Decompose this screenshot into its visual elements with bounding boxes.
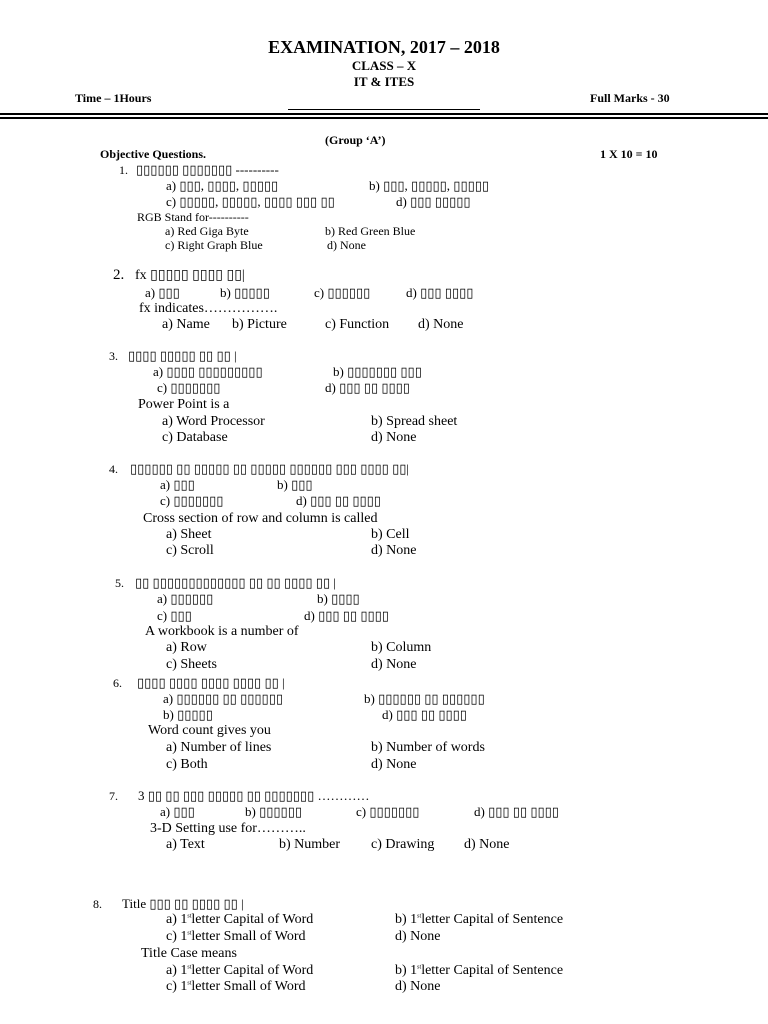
subject-line: IT & ITES (353, 74, 415, 89)
header-divider-bottom (0, 117, 768, 119)
q8-opt-a: a) 1stletter Capital of Word (166, 912, 314, 927)
q4-opt-d-hindi: d) ▯▯▯ ▯▯ ▯▯▯▯ (296, 493, 381, 508)
q6-english: Word count gives you (148, 723, 271, 738)
q4-opt-b: b) Cell (371, 527, 410, 542)
full-marks-label: Full Marks - 30 (590, 91, 670, 105)
q4-opt-a: a) Sheet (166, 527, 212, 542)
q7-opt-a-hindi: a) ▯▯▯ (160, 804, 195, 819)
q2-english: fx indicates……………. (139, 301, 278, 316)
q3-opt-d-hindi: d) ▯▯▯ ▯▯ ▯▯▯▯ (325, 380, 410, 395)
q8-en-opt-a: a) 1stletter Capital of Word (166, 963, 314, 978)
q6-number: 6. (113, 676, 122, 690)
time-label: Time – 1Hours (75, 91, 152, 105)
q6-opt-b-hindi: b) ▯▯▯▯▯▯ ▯▯ ▯▯▯▯▯▯ (364, 691, 485, 706)
q1-opt-d: d) None (327, 238, 366, 252)
q5-opt-c-hindi: c) ▯▯▯ (157, 608, 192, 623)
marks-scheme: 1 X 10 = 10 (600, 147, 658, 161)
q2-hindi: fx ▯▯▯▯▯ ▯▯▯▯ ▯▯| (135, 268, 245, 283)
q7-hindi: 3 ▯▯ ▯▯ ▯▯▯ ▯▯▯▯▯ ▯▯ ▯▯▯▯▯▯▯ ………… (138, 788, 370, 803)
q5-opt-b: b) Column (371, 640, 432, 655)
group-heading: (Group ‘A’) (325, 133, 386, 147)
q1-opt-d-hindi: d) ▯▯▯ ▯▯▯▯▯ (396, 194, 471, 209)
q1-number: 1. (119, 163, 128, 177)
q7-number: 7. (109, 789, 118, 803)
q2-opt-c: c) Function (325, 317, 390, 332)
q1-opt-a: a) Red Giga Byte (165, 224, 249, 238)
q8-opt-c: c) 1stletter Small of Word (166, 929, 306, 944)
q8-number: 8. (93, 897, 102, 911)
q5-opt-d: d) None (371, 657, 417, 672)
q6-opt-a-hindi: a) ▯▯▯▯▯▯ ▯▯ ▯▯▯▯▯▯ (163, 691, 284, 706)
q2-opt-a-hindi: a) ▯▯▯ (145, 285, 180, 300)
q4-english: Cross section of row and column is called (143, 511, 378, 526)
class-line: CLASS – X (351, 58, 417, 73)
q1-opt-c: c) Right Graph Blue (165, 238, 263, 252)
q4-opt-c-hindi: c) ▯▯▯▯▯▯▯ (160, 493, 224, 508)
q6-opt-a: a) Number of lines (166, 740, 272, 755)
q1-opt-a-hindi: a) ▯▯▯, ▯▯▯▯, ▯▯▯▯▯ (166, 178, 279, 193)
q6-opt-b: b) Number of words (371, 740, 485, 755)
q3-hindi: ▯▯▯▯ ▯▯▯▯▯ ▯▯ ▯▯ | (128, 348, 237, 363)
q2-opt-c-hindi: c) ▯▯▯▯▯▯ (314, 285, 371, 300)
q5-english: A workbook is a number of (145, 624, 299, 639)
q8-en-opt-d: d) None (395, 979, 441, 994)
q7-opt-d: d) None (464, 837, 510, 852)
q8-en-opt-c: c) 1stletter Small of Word (166, 979, 306, 994)
q3-opt-b-hindi: b) ▯▯▯▯▯▯▯ ▯▯▯ (333, 364, 422, 379)
q6-opt-c: c) Both (166, 757, 208, 772)
q2-opt-b: b) Picture (232, 317, 287, 332)
q2-opt-d: d) None (418, 317, 464, 332)
q5-opt-d-hindi: d) ▯▯▯ ▯▯ ▯▯▯▯ (304, 608, 389, 623)
q5-opt-a: a) Row (166, 640, 207, 655)
q5-opt-b-hindi: b) ▯▯▯▯ (317, 591, 360, 606)
q7-english: 3-D Setting use for……….. (150, 821, 306, 836)
q1-opt-b: b) Red Green Blue (325, 224, 416, 238)
exam-title: EXAMINATION, 2017 – 2018 (268, 37, 500, 57)
q5-opt-c: c) Sheets (166, 657, 217, 672)
objective-heading: Objective Questions. (100, 147, 206, 161)
q4-hindi: ▯▯▯▯▯▯ ▯▯ ▯▯▯▯▯ ▯▯ ▯▯▯▯▯ ▯▯▯▯▯▯ ▯▯▯ ▯▯▯▯ ▯▯| (130, 461, 409, 476)
header-divider-top (0, 113, 768, 115)
q6-opt-d: d) None (371, 757, 417, 772)
q1-opt-b-hindi: b) ▯▯▯, ▯▯▯▯▯, ▯▯▯▯▯ (369, 178, 490, 193)
q8-hindi: Title ▯▯▯ ▯▯ ▯▯▯▯ ▯▯ | (122, 896, 244, 911)
q5-number: 5. (115, 576, 124, 590)
q3-opt-a-hindi: a) ▯▯▯▯ ▯▯▯▯▯▯▯▯▯ (153, 364, 263, 379)
q4-opt-b-hindi: b) ▯▯▯ (277, 477, 313, 492)
q7-opt-d-hindi: d) ▯▯▯ ▯▯ ▯▯▯▯ (474, 804, 559, 819)
q3-opt-b: b) Spread sheet (371, 414, 458, 429)
q4-opt-c: c) Scroll (166, 543, 214, 558)
q1-hindi: ▯▯▯▯▯▯ ▯▯▯▯▯▯▯ ---------- (136, 162, 279, 177)
q3-opt-a: a) Word Processor (162, 414, 265, 429)
q3-english: Power Point is a (138, 397, 230, 412)
q1-opt-c-hindi: c) ▯▯▯▯▯, ▯▯▯▯▯, ▯▯▯▯ ▯▯▯ ▯▯ (166, 194, 335, 209)
q7-opt-a: a) Text (166, 837, 205, 852)
q2-number: 2. (113, 267, 125, 283)
q2-opt-b-hindi: b) ▯▯▯▯▯ (220, 285, 270, 300)
q8-english: Title Case means (141, 946, 237, 961)
q6-opt-c-hindi: b) ▯▯▯▯▯ (163, 707, 213, 722)
q3-opt-c: c) Database (162, 430, 228, 445)
q2-opt-d-hindi: d) ▯▯▯ ▯▯▯▯ (406, 285, 474, 300)
q7-opt-c: c) Drawing (371, 837, 435, 852)
q4-number: 4. (109, 462, 118, 476)
q8-opt-d: d) None (395, 929, 441, 944)
q7-opt-b: b) Number (279, 837, 341, 852)
q2-opt-a: a) Name (162, 317, 210, 332)
q1-english: RGB Stand for---------- (137, 210, 249, 224)
q6-hindi: ▯▯▯▯ ▯▯▯▯ ▯▯▯▯ ▯▯▯▯ ▯▯ | (137, 675, 285, 690)
q7-opt-b-hindi: b) ▯▯▯▯▯▯ (245, 804, 303, 819)
q8-en-opt-b: b) 1stletter Capital of Sentence (395, 963, 564, 978)
q3-opt-d: d) None (371, 430, 417, 445)
short-divider (288, 109, 480, 110)
q3-number: 3. (109, 349, 118, 363)
q4-opt-d: d) None (371, 543, 417, 558)
q6-opt-d-hindi: d) ▯▯▯ ▯▯ ▯▯▯▯ (382, 707, 467, 722)
q8-opt-b: b) 1stletter Capital of Sentence (395, 912, 564, 927)
q7-opt-c-hindi: c) ▯▯▯▯▯▯▯ (356, 804, 420, 819)
q3-opt-c-hindi: c) ▯▯▯▯▯▯▯ (157, 380, 221, 395)
q4-opt-a-hindi: a) ▯▯▯ (160, 477, 195, 492)
q5-opt-a-hindi: a) ▯▯▯▯▯▯ (157, 591, 214, 606)
q5-hindi: ▯▯ ▯▯▯▯▯▯▯▯▯▯▯▯▯ ▯▯ ▯▯ ▯▯▯▯ ▯▯ | (135, 575, 336, 590)
